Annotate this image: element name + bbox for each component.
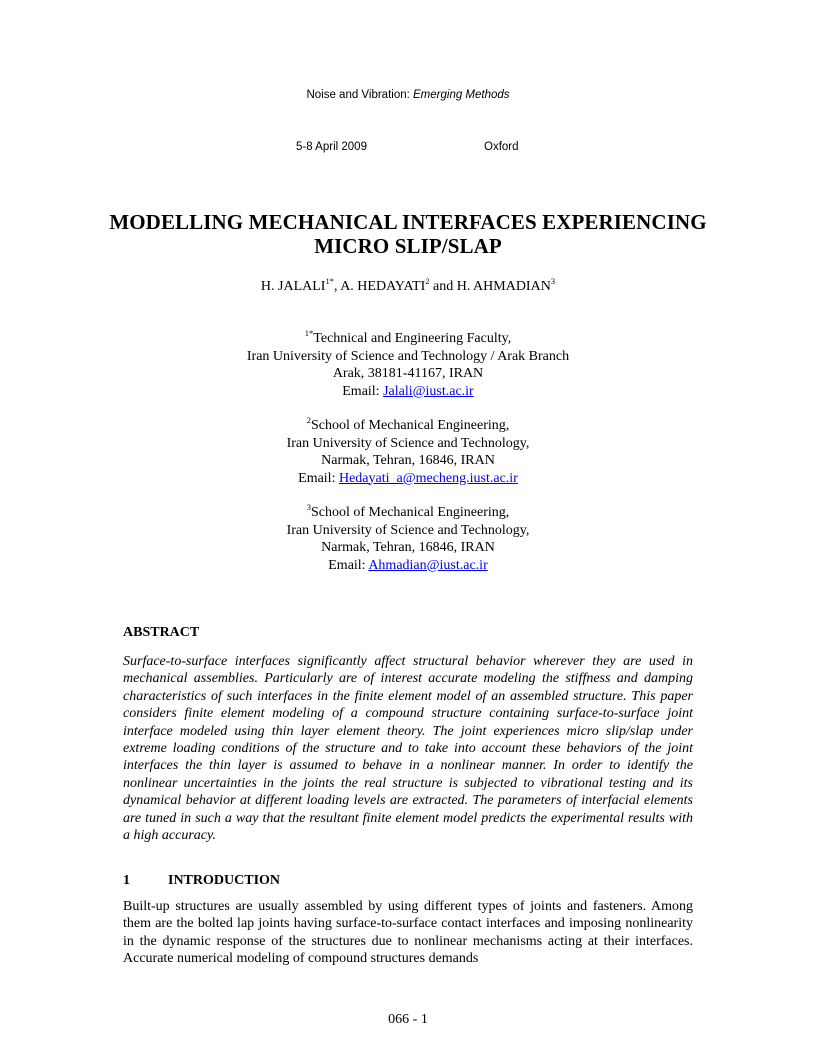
author-name: H. AHMADIAN <box>456 279 551 294</box>
author-list <box>0 276 816 295</box>
author-name: A. HEDAYATI <box>340 279 426 294</box>
affiliation-block <box>0 330 816 400</box>
author-separator: and <box>429 279 457 294</box>
affiliation-mark: 3 <box>306 502 311 512</box>
email-link[interactable]: Jalali@iust.ac.ir <box>383 383 474 399</box>
introduction-text: Built-up structures are usually assembled by using different types of joints and fasteners. Among them are the bolted lap joints having surface-to-surface contact interfaces and imposing nonlinearity in the dynamic response of the structures due to nonlinear mechanisms acting at their interfaces. Accurate numerical modeling of compound structures demands <box>123 899 693 967</box>
email-label: Email: <box>328 557 369 573</box>
affiliation-line: Iran University of Science and Technology, <box>286 435 530 451</box>
author-mark: 1* <box>325 276 334 286</box>
paper-title <box>60 210 756 258</box>
title-line-1: MODELLING MECHANICAL INTERFACES EXPERIENCING <box>109 210 707 234</box>
title-line-2: MICRO SLIP/SLAP <box>314 234 502 258</box>
affiliation-line: Arak, 38181-41167, IRAN <box>332 366 484 381</box>
conference-prefix: Noise and Vibration: <box>306 89 410 101</box>
affiliation-line: Narmak, Tehran, 16846, IRAN <box>321 540 495 555</box>
affiliation-line: School of Mechanical Engineering, <box>310 505 510 520</box>
affiliation-mark: 1* <box>304 328 314 338</box>
affiliation-line: Narmak, Tehran, 16846, IRAN <box>321 453 495 468</box>
email-link[interactable]: Ahmadian@iust.ac.ir <box>368 557 488 573</box>
conference-location: Oxford <box>484 141 519 153</box>
affiliation-line: Iran University of Science and Technology, <box>286 522 530 538</box>
conference-header <box>0 89 816 101</box>
affiliation-line: Technical and Engineering Faculty, <box>313 331 512 346</box>
conference-subtitle: Emerging Methods <box>413 89 510 101</box>
abstract-heading: ABSTRACT <box>123 625 200 640</box>
affiliation-block <box>0 504 816 574</box>
email-label: Email: <box>298 470 339 486</box>
affiliation-line: Iran University of Science and Technology / Arak Branch <box>246 348 570 364</box>
affiliation-block <box>0 417 816 487</box>
author-separator: , <box>333 279 341 294</box>
author-mark: 3 <box>550 276 556 286</box>
author-name: H. JALALI <box>260 279 326 294</box>
affiliation-line: School of Mechanical Engineering, <box>310 418 510 433</box>
affiliation-mark: 2 <box>306 415 311 425</box>
introduction-heading: INTRODUCTION <box>168 873 281 888</box>
section-number: 1 <box>123 873 130 888</box>
page-number: 066 - 1 <box>388 1012 428 1027</box>
email-label: Email: <box>342 383 384 399</box>
email-link[interactable]: Hedayati_a@mecheng.iust.ac.ir <box>338 470 518 486</box>
author-mark: 2 <box>425 276 430 286</box>
abstract-text: Surface-to-surface interfaces significantly affect structural behavior wherever they are used in mechanical assemblies. Particularly are of interest accurate modeling the stiffness and damping characteristics of such interfaces in the finite element model of an assembled structure. This paper considers finite element modeling of a compound structure containing surface-to-surface joint interface modeled using thin layer element theory. The joint experiences micro slip/slap under extreme loading conditions of the structure and to take into account these behaviors of the joint interfaces the thin layer is assumed to behave in a nonlinear manner. In order to identify the nonlinear uncertainties in the joints the real structure is subjected to vibrational testing and its dynamical behavior at different loading levels are extracted. The parameters of interfacial elements are tuned in such a way that the resultant finite element model predicts the experimental results with a high accuracy. <box>123 654 693 844</box>
conference-date: 5-8 April 2009 <box>296 141 367 153</box>
